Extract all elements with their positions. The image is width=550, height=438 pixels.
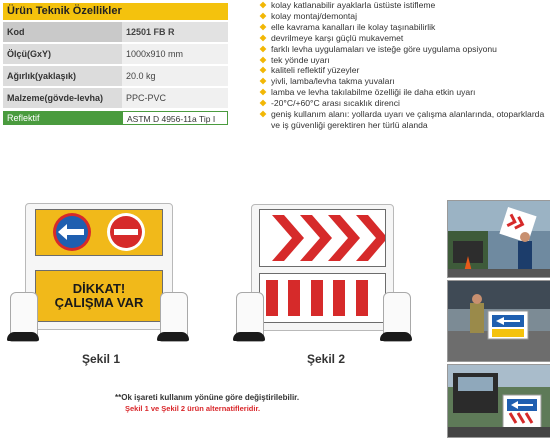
bullet-icon [260, 34, 267, 41]
barrier-foot-right [380, 332, 412, 341]
sign-panel-upper [35, 209, 163, 256]
bullet-icon [260, 89, 267, 96]
spec-row-material [3, 88, 228, 108]
feature-item: lamba ve levha takılabilme özelliği ile daha etkin uyarı [260, 87, 550, 98]
bullet-icon [260, 100, 267, 107]
bullet-icon [260, 13, 267, 20]
usage-photo-1 [447, 200, 550, 278]
spec-label: Malzeme(gövde-levha) [3, 88, 122, 108]
stripe-panel [259, 273, 386, 323]
feature-item: devrilmeye karşı güçlü mukavemet [260, 33, 550, 44]
bullet-icon [260, 111, 267, 118]
note-alternatives: Şekil 1 ve Şekil 2 ürün alternatifleridir. [125, 404, 261, 413]
warning-stripes [260, 274, 385, 322]
sign-text-line1: DİKKAT! [72, 281, 126, 296]
feature-item: -20°C/+60°C arası sıcaklık direnci [260, 98, 550, 109]
feature-item: tek yönde uyarı [260, 55, 550, 66]
spec-value: 12501 FB R [122, 22, 228, 42]
usage-photo-3 [447, 364, 550, 438]
bullet-icon [260, 67, 267, 74]
feature-list [260, 0, 550, 131]
feature-item: farklı levha uygulamaları ve isteğe göre uygulama opsiyonu [260, 44, 550, 55]
bullet-icon [260, 2, 267, 9]
sign-panel-lower [35, 270, 163, 322]
barrier-foot-left [233, 332, 265, 341]
spec-label: Reflektif [3, 111, 122, 125]
spec-value: ASTM D 4956-11a Tip I [122, 111, 228, 125]
spec-row-size [3, 44, 228, 64]
feature-item: kolay katlanabilir ayaklarla üstüste istifleme [260, 0, 550, 11]
bullet-icon [260, 23, 267, 30]
spec-value: 1000x910 mm [122, 44, 228, 64]
sign-text-line2: ÇALIŞMA VAR [54, 295, 144, 310]
direction-signs [36, 210, 162, 255]
bullet-icon [260, 56, 267, 63]
chevron-panel [259, 209, 386, 267]
note-arrow-direction: **Ok işareti kullanım yönüne göre değiştirilebilir. [115, 393, 300, 402]
bullet-icon [260, 45, 267, 52]
spec-table [3, 3, 228, 125]
spec-value: PPC-PVC [122, 88, 228, 108]
figure-1-caption: Şekil 1 [82, 352, 121, 366]
spec-row-weight [3, 66, 228, 86]
barrier-foot-right [157, 332, 189, 341]
spec-label: Ölçü(GxY) [3, 44, 122, 64]
spec-label: Kod [3, 22, 122, 42]
feature-item: elle kavrama kanalları ile kolay taşınabilirlik [260, 22, 550, 33]
chevron-icon [260, 210, 385, 266]
bullet-icon [260, 78, 267, 85]
spec-label: Ağırlık(yaklaşık) [3, 66, 122, 86]
spec-value: 20.0 kg [122, 66, 228, 86]
usage-photo-2 [447, 280, 550, 362]
figure-2-caption: Şekil 2 [307, 352, 346, 366]
feature-item: yivli, lamba/levha takma yuvaları [260, 76, 550, 87]
spec-row-reflective [3, 111, 228, 125]
barrier-foot-left [7, 332, 39, 341]
spec-row-code [3, 22, 228, 42]
feature-item: geniş kullanım alanı: yollarda uyarı ve çalışma alanlarında, otoparklarda ve iş güvenliği gerektiren her türlü alanda [260, 109, 550, 131]
spec-title: Ürün Teknik Özellikler [3, 3, 228, 20]
feature-item: kolay montaj/demontaj [260, 11, 550, 22]
feature-item: kaliteli reflektif yüzeyler [260, 65, 550, 76]
